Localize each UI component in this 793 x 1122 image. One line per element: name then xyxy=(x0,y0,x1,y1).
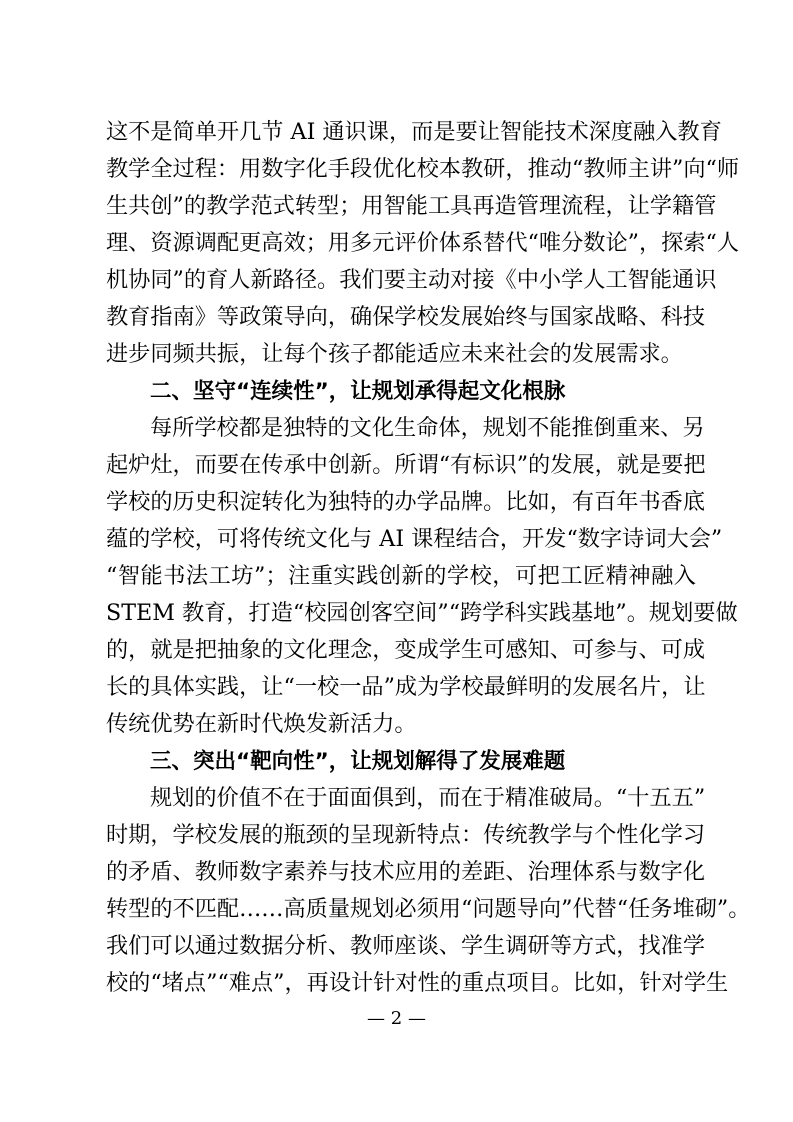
paragraph-line: 时期，学校发展的瓶颈的呈现新特点：传统教学与个性化学习 xyxy=(106,822,706,848)
paragraph-line: 学校的历史积淀转化为独特的办学品牌。比如，有百年书香底 xyxy=(106,489,706,515)
document-body xyxy=(106,114,751,1002)
paragraph-line: 教学全过程：用数字化手段优化校本教研，推动“教师主讲”向“师 xyxy=(106,156,740,182)
paragraph-line: 这不是简单开几节 AI 通识课，而是要让智能技术深度融入教育 xyxy=(106,119,722,145)
paragraph-line: STEM 教育，打造“校园创客空间”“跨学科实践基地”。规划要做 xyxy=(106,600,738,626)
paragraph-line: 长的具体实践，让“一校一品”成为学校最鲜明的发展名片，让 xyxy=(106,674,706,700)
paragraph-line: 我们可以通过数据分析、教师座谈、学生调研等方式，找准学 xyxy=(106,933,706,959)
paragraph-line: 传统优势在新时代焕发新活力。 xyxy=(106,711,417,737)
paragraph-line: 生共创”的教学范式转型；用智能工具再造管理流程，让学籍管 xyxy=(106,193,717,219)
paragraph-line: 蕴的学校，可将传统文化与 AI 课程结合，开发“数字诗词大会” xyxy=(106,526,723,552)
paragraph-line: 进步同频共振，让每个孩子都能适应未来社会的发展需求。 xyxy=(106,341,683,367)
paragraph-2 xyxy=(106,410,738,743)
paragraph-line: 规划的价值不在于面面俱到，而在于精准破局。“十五五” xyxy=(150,785,706,811)
paragraph-line: 转型的不匹配……高质量规划必须用“问题导向”代替“任务堆砌”。 xyxy=(106,896,751,922)
section-heading-2: 二、坚守“连续性”，让规划承得起文化根脉 xyxy=(150,379,566,404)
paragraph-line: 理、资源调配更高效；用多元评价体系替代“唯分数论”，探索“人 xyxy=(106,230,740,256)
paragraph-line: 每所学校都是独特的文化生命体，规划不能推倒重来、另 xyxy=(150,415,705,441)
paragraph-line: 的，就是把抽象的文化理念，变成学生可感知、可参与、可成 xyxy=(106,637,706,663)
paragraph-1 xyxy=(106,114,740,373)
section-heading-3: 三、突出“靶向性”，让规划解得了发展难题 xyxy=(150,749,566,774)
paragraph-line: 起炉灶，而要在传承中创新。所谓“有标识”的发展，就是要把 xyxy=(106,452,706,478)
paragraph-line: 教育指南》等政策导向，确保学校发展始终与国家战略、科技 xyxy=(106,304,706,330)
paragraph-line: “智能书法工坊”；注重实践创新的学校，可把工匠精神融入 xyxy=(106,563,696,589)
paragraph-line: 机协同”的育人新路径。我们要主动对接《中小学人工智能通识 xyxy=(106,267,717,293)
paragraph-line: 的矛盾、教师数字素养与技术应用的差距、治理体系与数字化 xyxy=(106,859,706,885)
paragraph-line: 校的“堵点”“难点”，再设计针对性的重点项目。比如，针对学生 xyxy=(106,970,729,996)
paragraph-3 xyxy=(106,780,751,1002)
page-number: — 2 — xyxy=(367,1008,426,1029)
